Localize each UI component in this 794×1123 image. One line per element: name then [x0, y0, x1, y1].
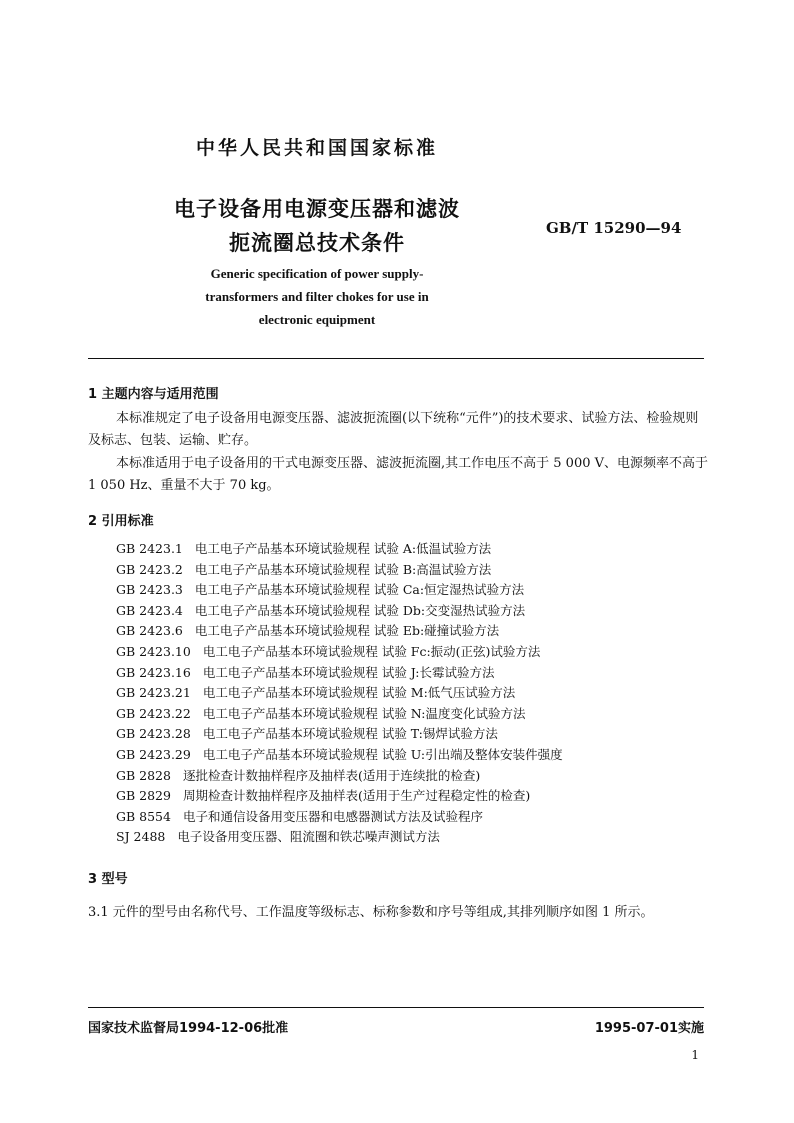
reference-code: GB 2423.29 [116, 747, 191, 762]
reference-title: 电工电子产品基本环境试验规程 试验 Db:交变湿热试验方法 [194, 602, 526, 618]
reference-title: 电工电子产品基本环境试验规程 试验 Fc:振动(正弦)试验方法 [202, 644, 541, 659]
reference-title: 电工电子产品基本环境试验规程 试验 Ca:恒定湿热试验方法 [194, 582, 525, 598]
reference-code: GB 2423.6 [116, 623, 183, 639]
reference-code: GB 2423.1 [116, 541, 183, 556]
reference-item [116, 621, 499, 639]
reference-title: 电工电子产品基本环境试验规程 试验 J:长霉试验方法 [202, 664, 495, 680]
reference-title: 逐批检查计数抽样程序及抽样表(适用于连续批的检查) [182, 767, 481, 783]
reference-item [116, 683, 515, 701]
reference-code: GB 8554 [116, 808, 171, 824]
section-1-heading: 1 主题内容与适用范围 [88, 387, 219, 402]
reference-title: 电子设备用变压器、阻流圈和铁芯噪声测试方法 [177, 829, 440, 845]
reference-code: GB 2423.2 [116, 561, 183, 577]
reference-code: GB 2423.28 [116, 726, 191, 742]
english-title-line-2: transformers and filter chokes for use in [205, 289, 429, 304]
implementation-date: 1995-07-01实施 [594, 1021, 704, 1036]
section-2-heading: 2 引用标准 [88, 514, 154, 529]
reference-title: 电工电子产品基本环境试验规程 试验 Eb:碰撞试验方法 [194, 623, 500, 639]
reference-item [116, 539, 491, 557]
footer-divider [88, 1007, 704, 1008]
reference-title: 电子和通信设备用变压器和电感器测试方法及试验程序 [182, 808, 483, 824]
reference-item [116, 580, 524, 598]
issuing-organization: 中华人民共和国国家标准 [195, 137, 438, 159]
section-3-heading: 3 型号 [88, 872, 128, 887]
reference-item [116, 766, 480, 784]
reference-code: GB 2423.4 [116, 602, 183, 618]
reference-title: 电工电子产品基本环境试验规程 试验 T:锡焊试验方法 [202, 726, 498, 742]
reference-code: GB 2828 [116, 767, 171, 783]
reference-title: 电工电子产品基本环境试验规程 试验 N:温度变化试验方法 [202, 705, 526, 721]
header-divider [88, 358, 704, 359]
reference-item [116, 663, 495, 681]
english-title-line-3: electronic equipment [258, 312, 376, 327]
reference-title: 周期检查计数抽样程序及抽样表(适用于生产过程稳定性的检查) [182, 788, 531, 804]
reference-code: GB 2423.16 [116, 664, 191, 680]
reference-item [116, 642, 540, 660]
reference-code: GB 2423.21 [116, 685, 191, 701]
english-title-line-1: Generic specification of power supply- [210, 266, 424, 281]
reference-item [116, 704, 526, 722]
page-number: 1 [691, 1048, 699, 1062]
section-1-paragraph-2: 本标准适用于电子设备用的干式电源变压器、滤波扼流圈,其工作电压不高于 5 000 V、电源频率不高于 1 050 Hz、重量不大于 70 kg。 [88, 456, 709, 493]
reference-item [116, 601, 525, 619]
clause-3-1: 3.1 元件的型号由名称代号、工作温度等级标志、标称参数和序号等组成,其排列顺序如图 1 所示。 [88, 905, 654, 920]
reference-item [116, 745, 563, 763]
title-line-1: 电子设备用电源变压器和滤波 [174, 197, 460, 221]
reference-code: GB 2829 [116, 788, 171, 804]
reference-item [116, 807, 483, 825]
reference-code: GB 2423.22 [116, 705, 191, 721]
reference-item [116, 560, 491, 578]
reference-title: 电工电子产品基本环境试验规程 试验 B:高温试验方法 [194, 561, 492, 577]
section-1-paragraph-1: 本标准规定了电子设备用电源变压器、滤波扼流圈(以下统称“元件”)的技术要求、试验方法、检验规则及标志、包装、运输、贮存。 [88, 411, 699, 448]
reference-item [116, 724, 498, 742]
title-line-2: 扼流圈总技术条件 [229, 231, 405, 255]
reference-code: GB 2423.10 [116, 644, 191, 659]
reference-title: 电工电子产品基本环境试验规程 试验 M:低气压试验方法 [202, 685, 516, 701]
standard-number: GB/T 15290—94 [546, 219, 682, 237]
reference-code: GB 2423.3 [116, 582, 183, 598]
approval-date: 国家技术监督局1994-12-06批准 [88, 1021, 289, 1036]
reference-title: 电工电子产品基本环境试验规程 试验 U:引出端及整体安装件强度 [202, 747, 563, 762]
reference-code: SJ 2488 [116, 829, 166, 845]
reference-item [116, 827, 440, 845]
reference-item [116, 786, 530, 804]
reference-title: 电工电子产品基本环境试验规程 试验 A:低温试验方法 [194, 541, 492, 556]
